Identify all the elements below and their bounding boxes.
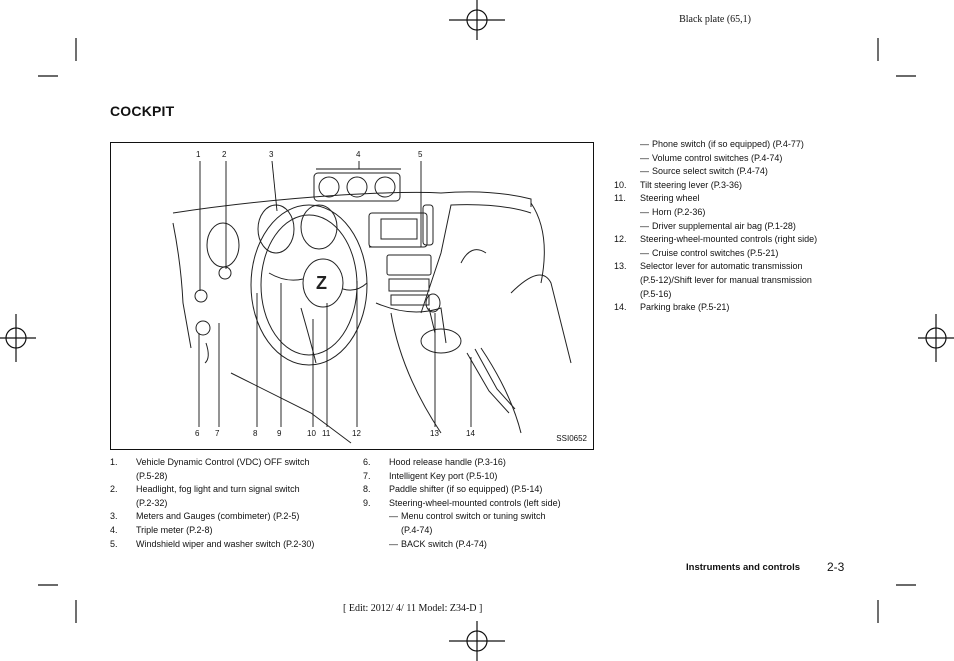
callout-2: 2	[222, 150, 227, 159]
item-text: Windshield wiper and washer switch (P.2-30)	[136, 538, 315, 549]
callout-1: 1	[196, 150, 201, 159]
list-subitem	[363, 510, 599, 524]
item-text: (P.5-16)	[640, 288, 672, 299]
callout-8: 8	[253, 429, 258, 438]
list-subitem	[614, 247, 854, 261]
item-number: 5.	[110, 538, 118, 549]
list-item	[363, 470, 599, 484]
svg-text:Z: Z	[316, 273, 327, 293]
item-number: 12.	[614, 234, 627, 245]
list-item	[363, 497, 599, 511]
dash-bullet: —	[389, 538, 398, 549]
item-text: Volume control switches (P.4-74)	[652, 152, 783, 163]
item-text: Intelligent Key port (P.5-10)	[389, 470, 498, 481]
list-subitem	[363, 538, 599, 552]
page-number: 2-3	[827, 560, 845, 574]
item-text: Steering wheel	[640, 193, 700, 204]
callout-6: 6	[195, 429, 200, 438]
item-text: Cruise control switches (P.5-21)	[652, 247, 779, 258]
list-item	[363, 456, 599, 470]
list-item	[110, 483, 350, 497]
item-text: Horn (P.2-36)	[652, 206, 706, 217]
callout-9: 9	[277, 429, 282, 438]
item-number: 2.	[110, 484, 118, 495]
legend-list-col1	[110, 456, 350, 551]
list-item	[110, 538, 350, 552]
dash-bullet: —	[640, 206, 649, 217]
item-text: (P.5-28)	[136, 470, 168, 481]
item-text: Steering-wheel-mounted controls (right side)	[640, 234, 818, 245]
item-text: Phone switch (if so equipped) (P.4-77)	[652, 139, 804, 149]
list-item-continuation	[614, 274, 854, 288]
list-item	[614, 233, 854, 247]
item-text: Source select switch (P.4-74)	[652, 166, 768, 177]
item-text: Steering-wheel-mounted controls (left side)	[389, 497, 561, 508]
item-number: 13.	[614, 261, 627, 272]
dash-bullet: —	[640, 247, 649, 258]
item-number: 3.	[110, 511, 118, 522]
item-text: Vehicle Dynamic Control (VDC) OFF switch	[136, 457, 310, 467]
item-number: 14.	[614, 302, 627, 313]
item-text: (P.4-74)	[401, 524, 433, 535]
callout-7: 7	[215, 429, 220, 438]
list-item	[363, 483, 599, 497]
list-subitem	[614, 165, 854, 179]
item-number: 8.	[363, 484, 371, 495]
item-number: 9.	[363, 497, 371, 508]
callout-10: 10	[307, 429, 316, 438]
list-item	[614, 301, 854, 315]
figure-code: SSI0652	[556, 434, 587, 443]
item-number: 10.	[614, 179, 627, 190]
dash-bullet: —	[640, 139, 649, 149]
callout-3: 3	[269, 150, 274, 159]
edit-info: [ Edit: 2012/ 4/ 11 Model: Z34-D ]	[343, 603, 483, 614]
dash-bullet: —	[640, 220, 649, 231]
list-subitem	[614, 138, 854, 152]
item-text: Selector lever for automatic transmission	[640, 261, 803, 272]
item-text: Hood release handle (P.3-16)	[389, 457, 506, 467]
item-text: Paddle shifter (if so equipped) (P.5-14)	[389, 484, 543, 495]
list-item	[110, 510, 350, 524]
item-text: Headlight, fog light and turn signal switch	[136, 484, 300, 495]
cockpit-line-drawing	[111, 143, 595, 451]
list-item-continuation	[614, 288, 854, 302]
list-item-continuation	[110, 470, 350, 484]
dash-bullet: —	[389, 511, 398, 522]
callout-12: 12	[352, 429, 361, 438]
list-subitem	[614, 206, 854, 220]
item-text: BACK switch (P.4-74)	[401, 538, 487, 549]
callout-14: 14	[466, 429, 475, 438]
legend-list-col3	[614, 138, 854, 315]
item-text: Tilt steering lever (P.3-36)	[640, 179, 743, 190]
callout-4: 4	[356, 150, 361, 159]
list-item	[614, 179, 854, 193]
callout-11: 11	[322, 429, 331, 438]
item-text: (P.5-12)/Shift lever for manual transmission	[640, 274, 812, 285]
black-plate-label: Black plate (65,1)	[679, 14, 751, 25]
list-item	[614, 192, 854, 206]
cockpit-illustration	[110, 142, 594, 450]
callout-13: 13	[430, 429, 439, 438]
item-number: 7.	[363, 470, 371, 481]
item-number: 6.	[363, 457, 371, 467]
item-text: (P.2-32)	[136, 497, 168, 508]
dash-bullet: —	[640, 166, 649, 177]
list-item	[110, 456, 350, 470]
item-text: Parking brake (P.5-21)	[640, 302, 730, 313]
footer-section-label: Instruments and controls	[686, 562, 801, 573]
item-number: 1.	[110, 457, 118, 467]
item-text: Triple meter (P.2-8)	[136, 524, 213, 535]
item-number: 11.	[614, 193, 626, 204]
callout-5: 5	[418, 150, 423, 159]
legend-list-col2	[363, 456, 599, 551]
list-subitem-continuation	[363, 524, 599, 538]
item-number: 4.	[110, 524, 118, 535]
list-item	[614, 260, 854, 274]
item-text: Driver supplemental air bag (P.1-28)	[652, 220, 796, 231]
list-item	[110, 524, 350, 538]
item-text: Meters and Gauges (combimeter) (P.2-5)	[136, 511, 300, 522]
dash-bullet: —	[640, 152, 649, 163]
list-item-continuation	[110, 497, 350, 511]
section-title: COCKPIT	[110, 103, 175, 119]
list-subitem	[614, 220, 854, 234]
item-text: Menu control switch or tuning switch	[401, 511, 546, 522]
list-subitem	[614, 152, 854, 166]
